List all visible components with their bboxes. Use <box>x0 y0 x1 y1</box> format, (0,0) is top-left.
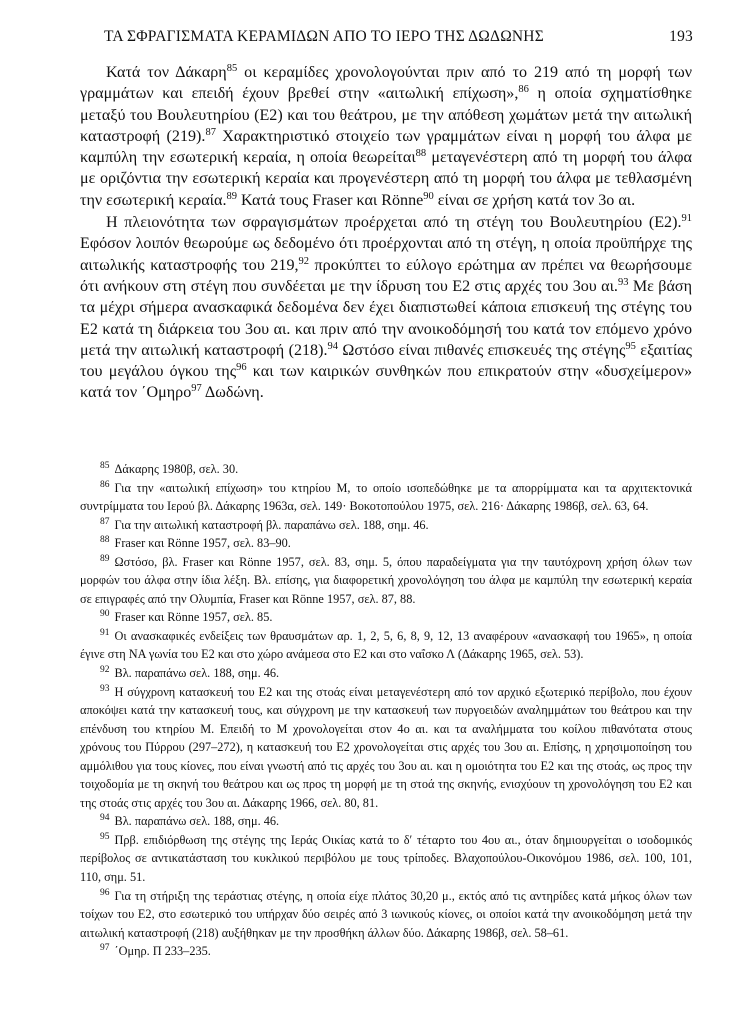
footnote-ref-96[interactable]: 96 <box>236 362 247 374</box>
footnote-number: 85 <box>100 461 110 471</box>
main-text <box>80 62 692 404</box>
paragraph-1 <box>80 62 692 211</box>
paragraph-2 <box>80 212 692 404</box>
footnote <box>80 534 692 553</box>
footnote-ref-95[interactable]: 95 <box>625 340 636 352</box>
running-title: ΤΑ ΣΦΡΑΓΙΣΜΑΤΑ ΚΕΡΑΜΙΔΩΝ ΑΠΟ ΤΟ ΙΕΡΟ ΤΗΣ ΔΩΔΩΝΗΣ <box>104 28 544 45</box>
footnote-ref-93[interactable]: 93 <box>617 276 629 288</box>
p2-text-3: προκύπτει το εύλογο ερώτημα αν πρέπει να θεωρήσουμε ότι ανήκουν στη στέγη που συνδέεται με την ίδρυση του Ε2 στις αρχές του 3ου αι. <box>80 256 692 295</box>
footnote-ref-88[interactable]: 88 <box>415 148 427 160</box>
p1-text-6: Κατά τους Fraser και Rönne <box>236 191 424 209</box>
p2-text-5: Ωστόσο είναι πιθανές επισκευές της στέγης <box>337 341 626 359</box>
p2-text-8: Δωδώνη. <box>201 384 264 402</box>
footnote-text: Για την αιτωλική καταστροφή βλ. παραπάνω σελ. 188, σημ. 46. <box>114 517 429 532</box>
footnote <box>80 460 692 479</box>
footnote-ref-97[interactable]: 97 <box>191 383 202 395</box>
footnote <box>80 942 692 961</box>
footnote-number: 96 <box>100 887 110 898</box>
footnote <box>80 664 692 683</box>
footnote-ref-90[interactable]: 90 <box>423 190 434 202</box>
footnote <box>80 683 692 813</box>
footnote-ref-94[interactable]: 94 <box>327 340 338 352</box>
footnote-ref-87[interactable]: 87 <box>205 126 216 138</box>
p1-text-5: μεταγενέστερη από τη μορφή του άλφα με οριζόντια την εσωτερική κεραία και προγενέστερη από τη μορφή του άλφα με τεθλασμένη την εσωτερική κεραία. <box>80 149 692 209</box>
p2-text-6: εξαιτίας του μεγάλου όγκου της <box>80 341 692 381</box>
footnote-text: Fraser και Rönne 1957, σελ. 83–90. <box>114 536 291 551</box>
footnote-ref-89[interactable]: 89 <box>226 190 237 202</box>
footnote <box>80 479 692 516</box>
footnote-number: 93 <box>100 683 110 694</box>
footnote-ref-91[interactable]: 91 <box>681 213 692 225</box>
footnote <box>80 516 692 535</box>
footnote <box>80 608 692 627</box>
footnote-number: 92 <box>100 665 110 676</box>
footnote-text: Οι ανασκαφικές ενδείξεις των θραυσμάτων αρ. 1, 2, 5, 6, 8, 9, 12, 13 αναφέρουν «ανασκαφή του 1965», η οποία έγινε στη ΝΑ γωνία του Ε2 και στο χώρο ανάμεσα στο Ε2 και στο ναΐσκο Λ (Δάκαρης 1965, σελ. 53). <box>80 628 692 662</box>
p2-text-2: Εφόσον λοιπόν θεωρούμε ως δεδομένο ότι προέρχονται από τη στέγη, η οποία προϋπήρχε της αιτωλικής καταστροφής του 219, <box>80 235 692 274</box>
footnote <box>80 627 692 664</box>
p1-text-3: η οποία σχηματίσθηκε μεταξύ του Βουλευτηρίου (Ε2) και του θεάτρου, με την απόθεση χωμάτων μετά την αιτωλική καταστροφή (219). <box>80 85 692 145</box>
footnote <box>80 831 692 887</box>
footnote-ref-86[interactable]: 86 <box>518 84 529 96</box>
footnote-number: 90 <box>100 609 110 620</box>
footnote-ref-85[interactable]: 85 <box>226 63 238 74</box>
footnote <box>80 887 692 943</box>
footnote-text: Η σύγχρονη κατασκευή του Ε2 και της στοάς είναι μεταγενέστερη από τον αρχικό εξωτερικό περίβολο, που έχουν αποκόψει κατά την κατασκευή τους, και σύγχρονη με την κατασκευή των πυργοειδών αναλημμάτων του θεάτρου και την επένδυση του κτηρίου Μ. Επειδή το Μ χρονολογείται στον 4ο αι. και τα αναλήμματα του κοίλου πιθανότατα στους χρόνους του Πύρρου (297–272), η κατασκευή του Ε2 χρονολογείται στις αρχές του 3ου αι. Επίσης, η χρησιμοποίηση του αμμόλιθου για τους κίονες, που είναι γνωστή από τις αρχές του 3ου αι. και η ομοιότητα του Ε2 και της στοάς, ως προς την τοιχοδομία με τη σκηνή του θεάτρου και ως προς τη μορφή με τη στοά της σκηνής, ενισχύουν τη χρονολόγηση του Ε2 και της στοάς στις αρχές του 3ου αι. Δάκαρης 1966, σελ. 80, 81. <box>80 684 692 810</box>
footnote-text: Για την «αιτωλική επίχωση» του κτηρίου Μ, το οποίο ισοπεδώθηκε με τα απορρίμματα και τα αρχιτεκτονικά συντρίμματα του Ιερού βλ. Δάκαρης 1963α, σελ. 149· Βοκοτοπούλου 1975, σελ. 216· Δάκαρης 1986β, σελ. 63, 64. <box>80 480 692 514</box>
footnote-number: 95 <box>100 831 110 842</box>
footnote-number: 86 <box>100 479 110 490</box>
footnote-number: 94 <box>100 813 110 824</box>
footnote-text: Βλ. παραπάνω σελ. 188, σημ. 46. <box>114 666 280 681</box>
footnote-text: Πρβ. επιδιόρθωση της στέγης της Ιεράς Οικίας κατά το δ′ τέταρτο του 4ου αι., όταν δημιουργείται ο ισοδομικός περίβολος σε αντικατάσταση του κυκλικού περιβόλου με τους τρίποδες. Βλαχοπούλου-Οικονόμου 1986, σελ. 100, 101, 110, σημ. 51. <box>80 832 692 885</box>
footnote-text: Βλ. παραπάνω σελ. 188, σημ. 46. <box>114 814 280 829</box>
footnote <box>80 553 692 609</box>
footnotes <box>80 460 692 961</box>
page-number: 193 <box>669 28 693 45</box>
footnote-text: Fraser και Rönne 1957, σελ. 85. <box>114 610 273 625</box>
footnote-number: 88 <box>100 535 110 546</box>
p2-text-1: Η πλειονότητα των σφραγισμάτων προέρχεται από τη στέγη του Βουλευτηρίου (Ε2). <box>106 214 682 232</box>
p1-text-4: Χαρακτηριστικό στοιχείο των γραμμάτων είναι η μορφή του άλφα με καμπύλη την εσωτερική κεραία, η οποία θεωρείται <box>80 127 692 167</box>
p2-text-7: και των καιρικών συνθηκών που επικρατούν στην «δυσχείμερον» κατά τον ΄Ομηρο <box>80 363 692 402</box>
footnote-ref-92[interactable]: 92 <box>298 255 310 267</box>
footnote-text: Δάκαρης 1980β, σελ. 30. <box>114 462 239 476</box>
footnote-text: Ωστόσο, βλ. Fraser και Rönne 1957, σελ. 83, σημ. 5, όπου παραδείγματα για την ταυτόχρονη χρήση όλων των μορφών του άλφα στην ίδια λέξη. Βλ. επίσης, για διαφορετική χρονολόγηση του άλφα με καμπύλη την εσωτερική κεραία σε επιγραφές από την Ολυμπία, Fraser και Rönne 1957, σελ. 87, 88. <box>80 554 692 606</box>
p1-text-1: Κατά τον Δάκαρη <box>106 64 227 81</box>
footnote-number: 97 <box>100 943 110 954</box>
footnote-number: 91 <box>100 627 110 638</box>
p2-text-4: Με βάση τα μέχρι σήμερα ανασκαφικά δεδομένα δεν έχει διαπιστωθεί κάποια επισκευή της στέγης του Ε2 κατά τη διάρκεια του 3ου αι. και πριν από την ανοικοδόμησή του κατά τον επόμενο χρόνο μετά την αιτωλική καταστροφή (218). <box>80 277 692 359</box>
p1-text-7: είναι σε χρήση κατά τον 3ο αι. <box>433 191 636 209</box>
running-header <box>104 28 693 52</box>
footnote-text: Για τη στήριξη της τεράστιας στέγης, η οποία είχε πλάτος 30,20 μ., εκτός από τις αντηρίδες κατά μήκος όλων των τοίχων του Ε2, στο εσωτερικό του υπήρχαν δύο σειρές από 3 ιωνικούς κίονες, οι οποίοι κατά την ανοικοδόμηση μετά την αιτωλική καταστροφή (218) αυξήθηκαν με την προσθήκη άλλων δύο. Δάκαρης 1986β, σελ. 58–61. <box>80 888 692 940</box>
p1-text-2: οι κεραμίδες χρονολογούνται πριν από το 219 από τη μορφή των γραμμάτων και επειδή έχουν βρεθεί στην «αιτωλική επίχωση», <box>80 64 692 103</box>
footnote-number: 87 <box>100 516 110 527</box>
footnote-text: ΄Ομηρ. Π 233–235. <box>114 944 211 959</box>
footnote <box>80 812 692 831</box>
footnote-number: 89 <box>100 553 110 564</box>
